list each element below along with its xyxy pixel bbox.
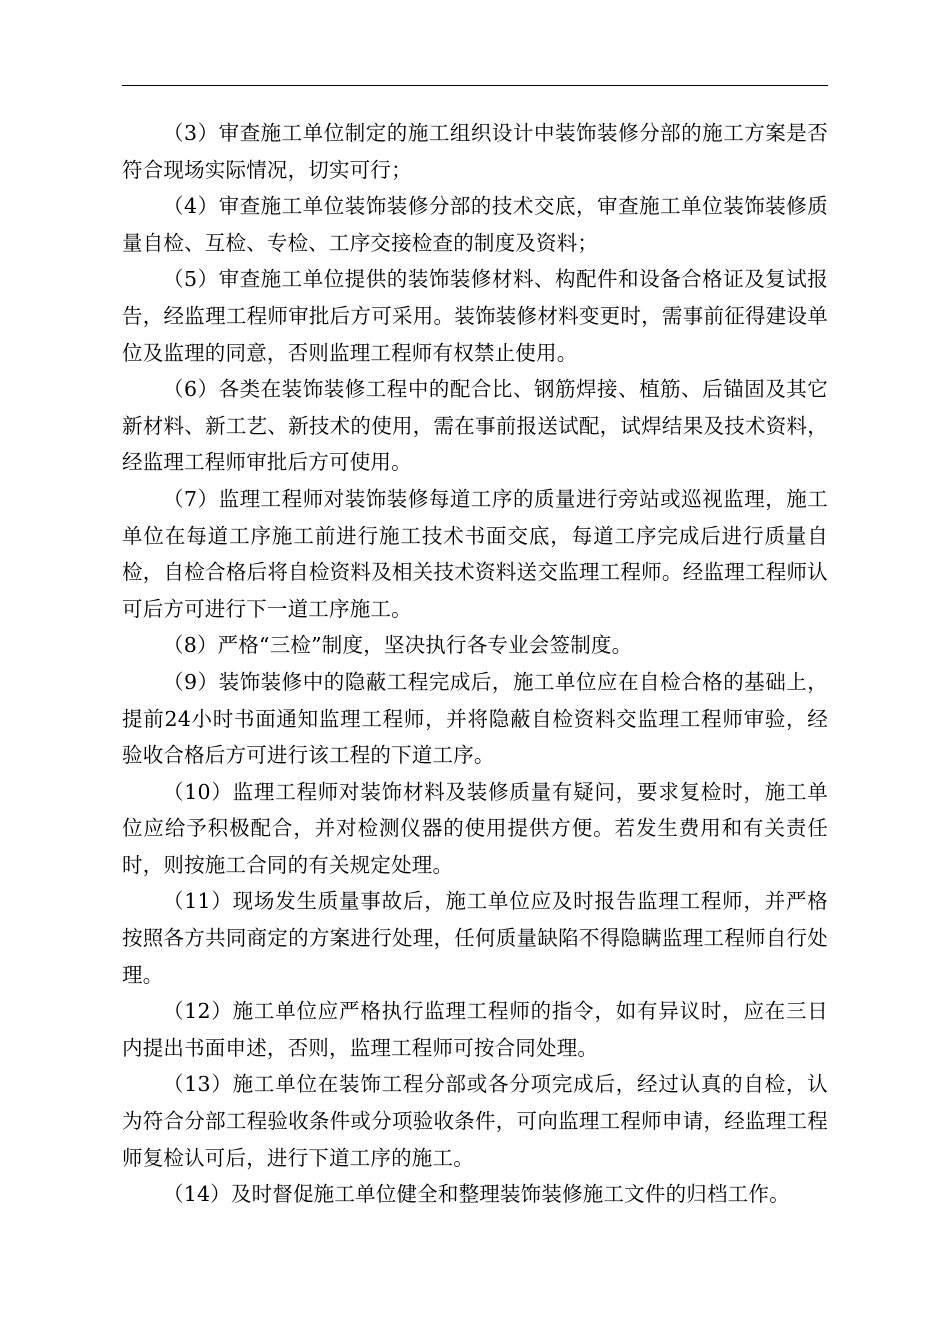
paragraph-14: （14）及时督促施工单位健全和整理装饰装修施工文件的归档工作。 <box>163 1182 790 1207</box>
paragraph-7: （7）监理工程师对装饰装修每道工序的质量进行旁站或巡视监理，施工单位在每道工序施工前进行施工技术书面交底，每道工序完成后进行质量自检，自检合格后将自检资料及相关技术资料送交监理工程师。经监理工程师认可后方可进行下一道工序施工。 <box>122 486 828 621</box>
paragraph-4: （4）审查施工单位装饰装修分部的技术交底，审查施工单位装饰装修质量自检、互检、专检、工序交接检查的制度及资料； <box>122 194 828 255</box>
paragraph-11: （11）现场发生质量事故后，施工单位应及时报告监理工程师，并严格按照各方共同商定的方案进行处理，任何质量缺陷不得隐瞒监理工程师自行处理。 <box>122 889 828 987</box>
paragraph-12: （12）施工单位应严格执行监理工程师的指令，如有异议时，应在三日内提出书面申述，否则，监理工程师可按合同处理。 <box>122 999 828 1060</box>
paragraph-8: （8）严格“三检”制度，坚决执行各专业会签制度。 <box>163 633 633 658</box>
paragraph-6: （6）各类在装饰装修工程中的配合比、钢筋焊接、植筋、后锚固及其它新材料、新工艺、新技术的使用，需在事前报送试配，试焊结果及技术资料，经监理工程师审批后方可使用。 <box>122 377 828 475</box>
paragraph-13: （13）施工单位在装饰工程分部或各分项完成后，经过认真的自检，认为符合分部工程验收条件或分项验收条件，可向监理工程师申请，经监理工程师复检认可后，进行下道工序的施工。 <box>122 1072 828 1170</box>
document-body <box>122 115 828 1213</box>
paragraph-9: （9）装饰装修中的隐蔽工程完成后，施工单位应在自检合格的基础上，提前24小时书面通知监理工程师，并将隐蔽自检资料交监理工程师审验，经验收合格后方可进行该工程的下道工序。 <box>122 669 828 768</box>
paragraph-3: （3）审查施工单位制定的施工组织设计中装饰装修分部的施工方案是否符合现场实际情况，切实可行； <box>122 121 828 182</box>
paragraph-5: （5）审查施工单位提供的装饰装修材料、构配件和设备合格证及复试报告，经监理工程师审批后方可采用。装饰装修材料变更时，需事前征得建设单位及监理的同意，否则监理工程师有权禁止使用。 <box>122 267 828 365</box>
header-rule <box>122 85 828 86</box>
paragraph-10: （10）监理工程师对装饰材料及装修质量有疑问，要求复检时，施工单位应给予积极配合，并对检测仪器的使用提供方便。若发生费用和有关责任时，则按施工合同的有关规定处理。 <box>122 779 828 877</box>
